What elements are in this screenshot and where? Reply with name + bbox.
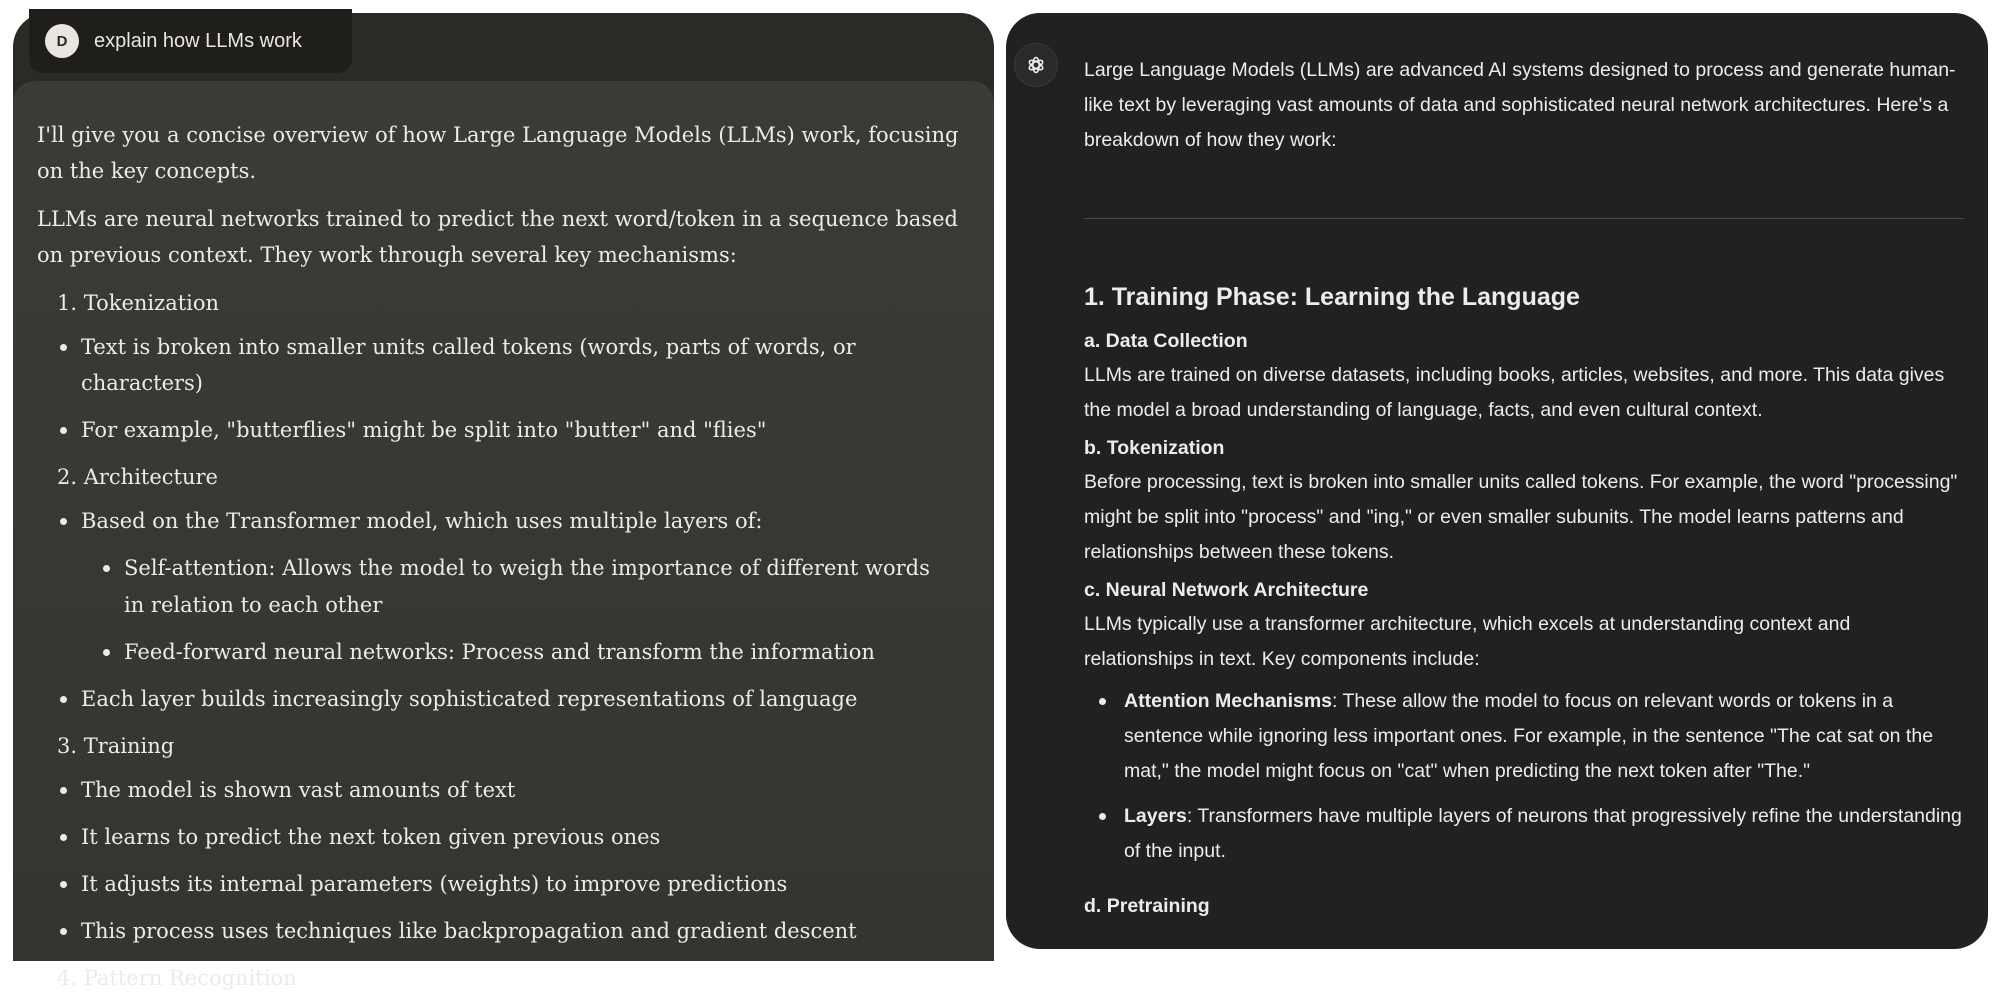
- list-item: [1084, 799, 1964, 869]
- claude-panel: [13, 13, 994, 990]
- list-item: This process uses techniques like backpropagation and gradient descent: [37, 913, 970, 949]
- subsection-title: b. Tokenization: [1084, 437, 1225, 459]
- assistant-response: [1084, 53, 1964, 923]
- divider: [1084, 218, 1964, 219]
- list-item: Each layer builds increasingly sophisticated representations of language: [37, 681, 970, 717]
- section-heading: 1. Tokenization: [57, 291, 220, 315]
- sub-list-item: Self-attention: Allows the model to weigh the importance of different words in relation to each other: [37, 550, 970, 624]
- user-message-text: explain how LLMs work: [94, 29, 302, 52]
- bullet-text: : Transformers have multiple layers of neurons that progressively refine the understanding of the input.: [1124, 805, 1962, 862]
- sub-list-item: Feed-forward neural networks: Process and transform the information: [37, 634, 970, 671]
- chatgpt-panel: [1006, 13, 1988, 949]
- bullet-term: Attention Mechanisms: [1124, 690, 1333, 712]
- user-message-bubble: [29, 9, 352, 73]
- user-avatar: D: [45, 24, 79, 58]
- bullet-text: : These allow the model to focus on relevant words or tokens in a sentence while ignoring less important ones. For example, in the sentence "The cat sat on the mat," the model might focus on "cat" when predicting the next token after "The.": [1124, 690, 1934, 782]
- subsection-body: Before processing, text is broken into smaller units called tokens. For example, the word "processing" might be split into "process" and "ing," or even smaller subunits. The model learns patterns and relationships between these tokens.: [1084, 471, 1958, 563]
- list-item: It adjusts its internal parameters (weights) to improve predictions: [37, 866, 970, 902]
- response-intro: Large Language Models (LLMs) are advanced AI systems designed to process and generate human-like text by leveraging vast amounts of data and sophisticated neural network architectures. Here's a breakdown of how they work:: [1084, 59, 1956, 151]
- subsection-title: d. Pretraining: [1084, 895, 1210, 917]
- subsection-body: LLMs are trained on diverse datasets, including books, articles, websites, and more. This data gives the model a broad understanding of language, facts, and even cultural context.: [1084, 364, 1945, 421]
- openai-logo-icon: [1014, 43, 1058, 87]
- subsection-title: c. Neural Network Architecture: [1084, 579, 1369, 601]
- section-heading: 2. Architecture: [57, 465, 218, 489]
- list-item: Text is broken into smaller units called tokens (words, parts of words, or characters): [37, 329, 970, 401]
- section-heading: 3. Training: [57, 734, 175, 758]
- list-item: Based on the Transformer model, which uses multiple layers of:: [37, 503, 970, 539]
- list-item: It learns to predict the next token given previous ones: [37, 819, 970, 855]
- subsection-title: a. Data Collection: [1084, 330, 1248, 352]
- list-item: For example, "butterflies" might be split into "butter" and "flies": [37, 412, 970, 448]
- list-item: The model is shown vast amounts of text: [37, 772, 970, 808]
- section-heading: 4. Pattern Recognition: [57, 966, 297, 990]
- assistant-response: [13, 81, 994, 990]
- section-title: 1. Training Phase: Learning the Language: [1084, 283, 1580, 311]
- subsection-body: LLMs typically use a transformer architecture, which excels at understanding context and relationships in text. Key components include:: [1084, 613, 1851, 670]
- list-item: [1084, 684, 1964, 789]
- response-intro: I'll give you a concise overview of how Large Language Models (LLMs) work, focusing on the key concepts.: [37, 123, 959, 183]
- bullet-term: Layers: [1124, 805, 1187, 827]
- response-summary: LLMs are neural networks trained to predict the next word/token in a sequence based on previous context. They work through several key mechanisms:: [37, 207, 958, 267]
